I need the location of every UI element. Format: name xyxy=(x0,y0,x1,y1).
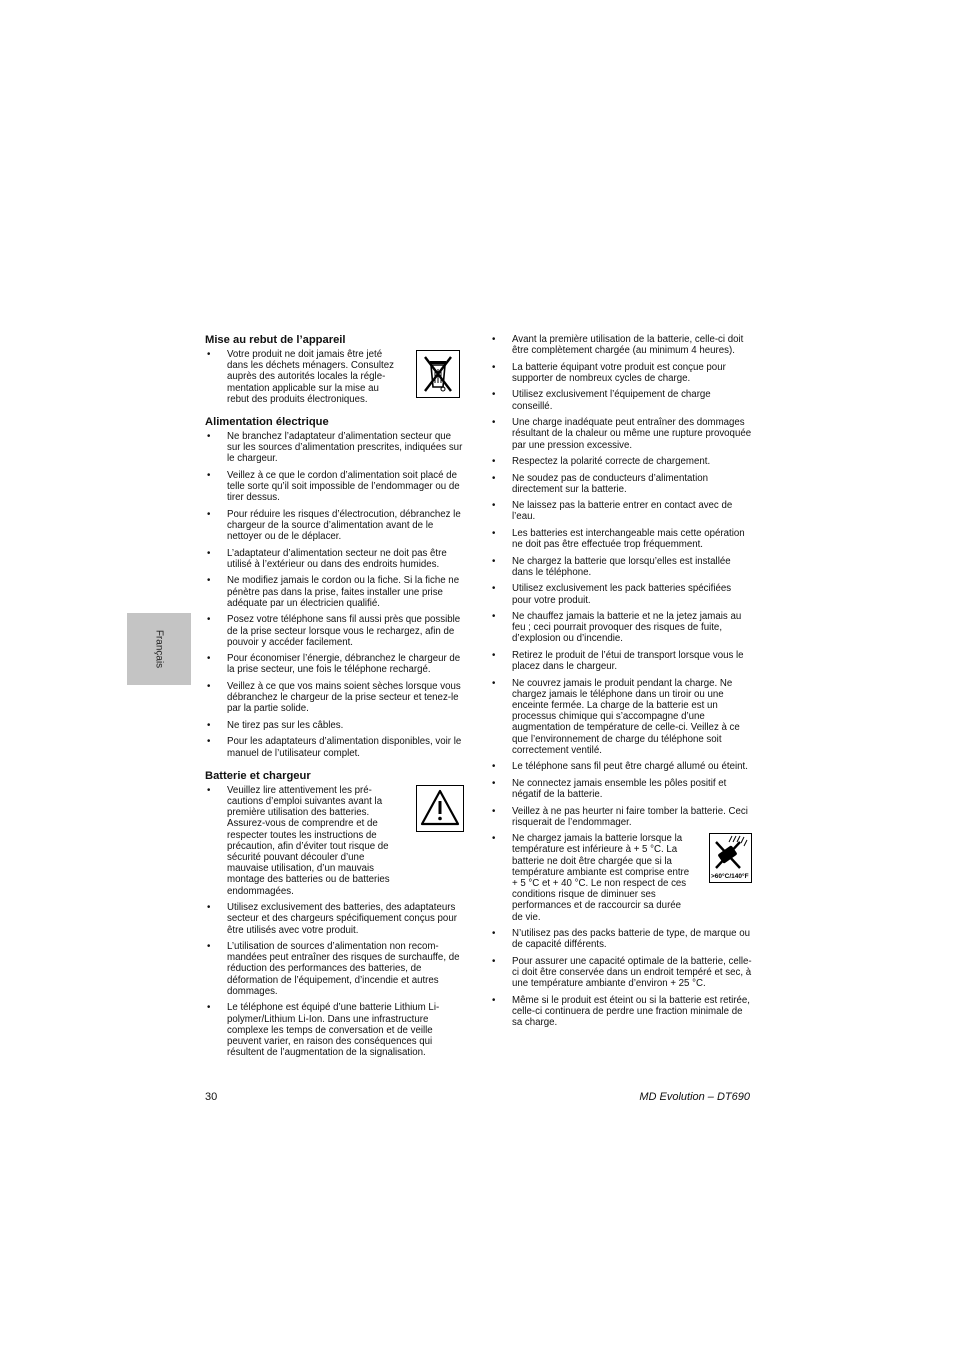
list-item: • Ne connectez jamais ensemble les pôles positif et négatif de la batterie. xyxy=(490,778,752,800)
temperature-warning-icon xyxy=(709,833,752,883)
list-item: • Une charge inadéquate peut entraîner des dommages résultant de la chaleur ou même une rupture provoquée par une pression excessive. xyxy=(490,417,752,451)
power-list xyxy=(205,431,464,759)
list-item: • Ne tirez pas sur les câbles. xyxy=(205,720,464,731)
list-item: • Utilisez exclusivement des batteries, des adaptateurs secteur et des chargeurs spécifiquement conçus pour être utilisés avec votre produit. xyxy=(205,902,464,936)
left-column xyxy=(205,334,464,1064)
list-item: • Ne chargez la batterie que lorsqu’elles est installée dans le téléphone. xyxy=(490,556,752,578)
battery-list-continued xyxy=(490,334,752,1028)
list-item: • Le téléphone sans fil peut être chargé allumé ou éteint. xyxy=(490,761,752,772)
list-item: • Retirez le produit de l’étui de transport lorsque vous le placez dans le chargeur. xyxy=(490,650,752,672)
list-item: • L’utilisation de sources d’alimentation non recommandées peut entraîner des risques de surchauffe, de réduction des performances des batteries, de déformation de l’équipement, d’incendie et autres dommages. xyxy=(205,941,464,997)
list-item: • Ne modifiez jamais le cordon ou la fiche. Si la fiche ne pénètre pas dans la prise, faites installer une prise adéquate par un électricien qualifié. xyxy=(205,575,464,609)
list-item: • Posez votre téléphone sans fil aussi près que possible de la prise secteur lorsque vous le rechargez, afin de pouvoir y accéder facilement. xyxy=(205,614,464,648)
temperature-icon-label: • >60°C/140°F xyxy=(711,873,749,881)
language-tab xyxy=(127,613,191,685)
list-item: • >60°C/140°F Ne chargez jamais la batterie lorsque la température est inférieure à + 5 °C. La batterie ne doit être chargée que si la température ambiante est comprise entre + 5 °C et + 40 °C. Le non respect de ces conditions risque de diminuer ses performances et de raccourcir sa durée de vie. xyxy=(490,833,690,923)
list-item: • Veuillez lire attentivement les précautions d’emploi suivantes avant la première utilisation des batteries. Assurez-vous de comprendre et de respecter toutes les instructions de précaution, afin d’éviter tout risque de sécurité pouvant découler d’une mauvaise utilisation, d’un mauvais montage des batteries ou de batteries endommagées. xyxy=(205,785,402,897)
list-item: • Veillez à ce que le cordon d’alimentation soit placé de telle sorte qu’il soit impossible de l’endommager ou de tirer dessus. xyxy=(205,470,464,504)
battery-list xyxy=(205,785,464,1059)
right-column xyxy=(490,334,752,1034)
list-item: • Respectez la polarité correcte de chargement. xyxy=(490,456,752,467)
list-item: • La batterie équipant votre produit est conçue pour supporter de nombreux cycles de charge. xyxy=(490,362,752,384)
list-item: • Veillez à ce que vos mains soient sèches lorsque vous débranchez le chargeur de la prise secteur et tenez-le par la partie solide. xyxy=(205,681,464,715)
list-item: • Le téléphone est équipé d’une batterie Lithium Li-polymer/Lithium Li-Ion. Dans une infrastructure complexe les temps de conversation et de veille peuvent varier, en raison des conséquences qui résultent de l’augmentation de la signalisation. xyxy=(205,1002,464,1058)
list-item: • Pour assurer une capacité optimale de la batterie, celle-ci doit être conservée dans un endroit tempéré et sec, à une température ambiante d’environ + 25 °C. xyxy=(490,956,752,990)
disposal-list xyxy=(205,349,464,405)
list-item: • Ne branchez l’adaptateur d’alimentation secteur que sur les sources d’alimentation prescrites, indiquées sur le chargeur. xyxy=(205,431,464,465)
list-item: • Veillez à ne pas heurter ni faire tomber la batterie. Ceci risquerait de l’endommager. xyxy=(490,806,752,828)
list-item: • Utilisez exclusivement l’équipement de charge conseillé. xyxy=(490,389,752,411)
list-item: • Votre produit ne doit jamais être jeté dans les déchets ménagers. Consultez auprès des autorités locales la réglementation applicable sur la mise au rebut des produits électroniques. xyxy=(205,349,394,405)
crossed-bin-icon xyxy=(416,350,460,398)
list-item: • Même si le produit est éteint ou si la batterie est retirée, celle-ci continuera de perdre une fraction minimale de sa charge. xyxy=(490,995,752,1029)
language-tab-label: Français xyxy=(153,629,165,669)
list-item: • Les batteries est interchangeable mais cette opération ne doit pas être effectuée trop fréquemment. xyxy=(490,528,752,550)
document-title: MD Evolution – DT690 xyxy=(639,1091,750,1103)
list-item: • N’utilisez pas des packs batterie de type, de marque ou de capacité différents. xyxy=(490,928,752,950)
list-item: • Ne soudez pas de conducteurs d’alimentation directement sur la batterie. xyxy=(490,473,752,495)
list-item: • Pour les adaptateurs d’alimentation disponibles, voir le manuel de l’utilisateur complet. xyxy=(205,736,464,758)
warning-triangle-icon xyxy=(416,785,464,832)
list-item: • Ne laissez pas la batterie entrer en contact avec de l’eau. xyxy=(490,500,752,522)
heading-battery: Batterie et chargeur xyxy=(205,769,311,782)
list-item: • Ne chauffez jamais la batterie et ne la jetez jamais au feu ; ceci pourrait provoquer des risques de fuite, d’explosion ou d’incendie. xyxy=(490,611,752,645)
page-number: 30 xyxy=(205,1091,218,1103)
heading-power: Alimentation électrique xyxy=(205,416,329,429)
list-item: • Avant la première utilisation de la batterie, celle-ci doit être complètement chargée (au minimum 4 heures). xyxy=(490,334,752,356)
list-item: • Utilisez exclusivement les pack batteries spécifiées pour votre produit. xyxy=(490,583,752,605)
list-item: • Pour économiser l’énergie, débranchez le chargeur de la prise secteur, une fois le téléphone rechargé. xyxy=(205,653,464,675)
list-item: • Pour réduire les risques d’électrocution, débranchez le chargeur de la source d’alimentation avant de le nettoyer ou de le déplacer. xyxy=(205,509,464,543)
heading-disposal: Mise au rebut de l’appareil xyxy=(205,334,346,346)
list-item: • L’adaptateur d’alimentation secteur ne doit pas être utilisé à l’extérieur ou dans des endroits humides. xyxy=(205,548,464,570)
list-item: • Ne couvrez jamais le produit pendant la charge. Ne chargez jamais le téléphone dans un tiroir ou une enceinte fermée. La charge de la batterie est un processus chimique qui s’accompagne d’une augmentation de température de celle-ci. Veillez à ce que l’environnement de charge du téléphone soit correctement ventilé. xyxy=(490,678,752,756)
